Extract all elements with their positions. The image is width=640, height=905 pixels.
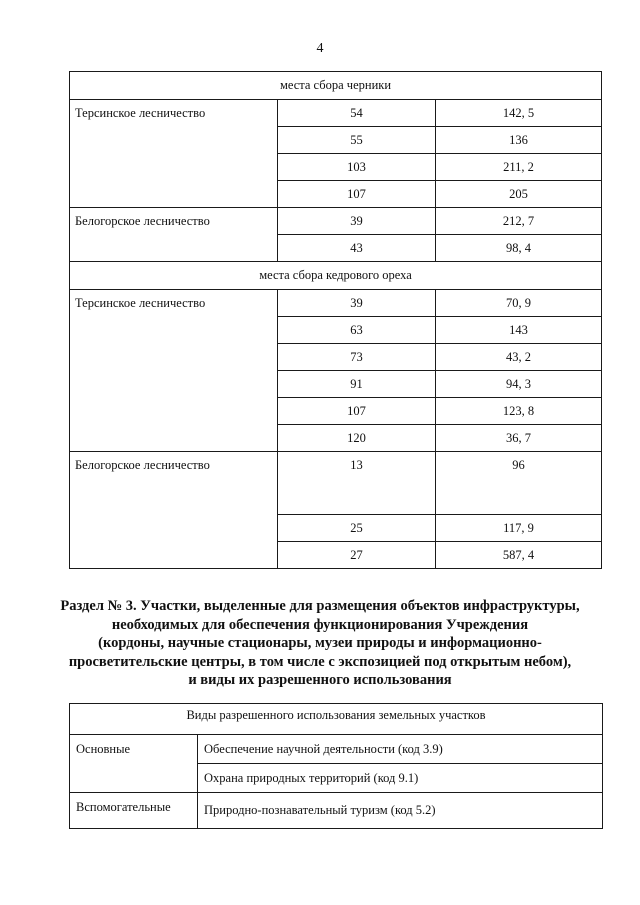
quarter-number: 103 [278,154,436,181]
area-value: 123, 8 [436,398,602,425]
area-value: 94, 3 [436,371,602,398]
area-value: 43, 2 [436,344,602,371]
forest-plots-table [69,71,602,569]
land-use-header: Виды разрешенного использования земельных участков [70,704,603,735]
land-use-category: Вспомогательные [70,793,198,829]
quarter-number: 107 [278,398,436,425]
area-value: 212, 7 [436,208,602,235]
area-value: 143 [436,317,602,344]
area-value: 587, 4 [436,542,602,569]
district-name: Белогорское лесничество [70,208,278,262]
land-use-table [69,703,603,829]
section-title-line: (кордоны, научные стационары, музеи природы и информационно- [98,635,542,651]
quarter-number: 43 [278,235,436,262]
area-value: 117, 9 [436,515,602,542]
area-value: 70, 9 [436,290,602,317]
group-title: места сбора кедрового ореха [70,262,602,290]
area-value: 96 [436,452,602,515]
quarter-number: 120 [278,425,436,452]
section-title [60,597,580,690]
quarter-number: 54 [278,100,436,127]
quarter-number: 39 [278,290,436,317]
district-name: Белогорское лесничество [70,452,278,569]
quarter-number: 73 [278,344,436,371]
area-value: 205 [436,181,602,208]
quarter-number: 25 [278,515,436,542]
quarter-number: 39 [278,208,436,235]
area-value: 136 [436,127,602,154]
area-value: 142, 5 [436,100,602,127]
district-name: Терсинское лесничество [70,100,278,208]
section-title-line: необходимых для обеспечения функционирования Учреждения [111,616,529,633]
page-number: 4 [316,41,324,56]
land-use-category: Основные [70,735,198,793]
district-name: Терсинское лесничество [70,290,278,452]
area-value: 98, 4 [436,235,602,262]
quarter-number: 63 [278,317,436,344]
quarter-number: 107 [278,181,436,208]
section-title-line: и виды их разрешенного использования [188,672,452,688]
area-value: 36, 7 [436,425,602,452]
quarter-number: 13 [278,452,436,515]
section-title-line: просветительские центры, в том числе с экспозицией под открытым небом), [68,653,572,670]
section-title-line: Раздел № 3. Участки, выделенные для размещения объектов инфраструктуры, [60,598,580,614]
land-use-item: Природно-познавательный туризм (код 5.2) [198,793,603,829]
quarter-number: 55 [278,127,436,154]
area-value: 211, 2 [436,154,602,181]
land-use-item: Обеспечение научной деятельности (код 3.9) [198,735,603,764]
land-use-item: Охрана природных территорий (код 9.1) [198,764,603,793]
group-title: места сбора черники [70,72,602,100]
quarter-number: 27 [278,542,436,569]
quarter-number: 91 [278,371,436,398]
